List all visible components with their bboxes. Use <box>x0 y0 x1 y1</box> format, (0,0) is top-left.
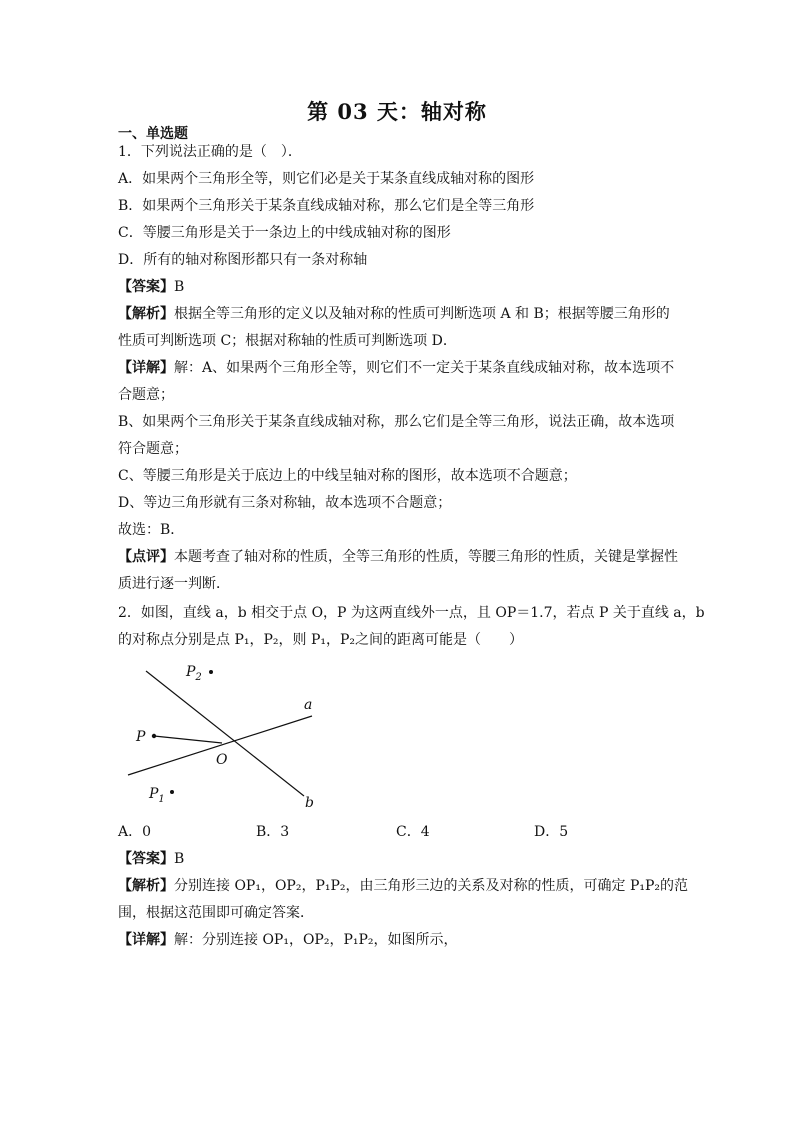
label-p1-sub: 1 <box>158 794 165 805</box>
detail-text: 解：分别连接 OP₁，OP₂，P₁P₂，如图所示， <box>174 932 458 948</box>
q1-comment-line-2: 质进行逐一判断． <box>118 576 230 592</box>
label-o: O <box>216 752 228 768</box>
answer-value: B <box>174 851 185 867</box>
q2-choice-c: C．4 <box>396 824 430 840</box>
label-p1-main: P <box>149 786 159 802</box>
point-p2 <box>209 670 213 674</box>
answer-tag: 【答案】 <box>118 279 174 295</box>
q2-stem-line-1: 2．如图，直线 a，b 相交于点 O，P 为这两直线外一点，且 OP＝1.7，若点 P 关于直线 a，b <box>118 605 705 621</box>
line-b <box>146 671 304 796</box>
detail-tag: 【详解】 <box>118 932 174 948</box>
q1-detail-line-5: C、等腰三角形是关于底边上的中线呈轴对称的图形，故本选项不合题意； <box>118 468 577 484</box>
q1-option-c: C．等腰三角形是关于一条边上的中线成轴对称的图形 <box>118 225 451 241</box>
analysis-text: 根据全等三角形的定义以及轴对称的性质可判断选项 A 和 B；根据等腰三角形的 <box>174 306 670 322</box>
label-b: b <box>305 795 314 811</box>
q1-analysis-line-1 <box>118 304 688 324</box>
q1-comment-line-1 <box>118 547 688 567</box>
comment-tag: 【点评】 <box>118 549 174 565</box>
point-p <box>152 734 156 738</box>
q1-stem: 1．下列说法正确的是（ ）． <box>118 144 302 160</box>
q2-choice-d: D．5 <box>534 824 569 840</box>
label-p2-sub: 2 <box>195 672 202 683</box>
answer-value: B <box>174 279 185 295</box>
label-p: P <box>136 729 146 745</box>
q1-detail-line-3: B、如果两个三角形关于某条直线成轴对称，那么它们是全等三角形，说法正确，故本选项 <box>118 414 675 430</box>
label-p2-main: P <box>186 664 196 680</box>
q1-option-d: D．所有的轴对称图形都只有一条对称轴 <box>118 252 368 268</box>
q2-answer <box>118 849 688 869</box>
q1-answer <box>118 277 688 297</box>
q1-detail-line-7: 故选：B． <box>118 522 185 538</box>
q1-detail-line-6: D、等边三角形就有三条对称轴，故本选项不合题意； <box>118 495 452 511</box>
segment-op <box>154 736 222 743</box>
q2-stem-line-2: 的对称点分别是点 P₁，P₂，则 P₁，P₂之间的距离可能是（ ） <box>118 632 524 648</box>
q2-choice-a: A．0 <box>118 824 152 840</box>
section-heading: 一、单选题 <box>118 126 188 142</box>
detail-tag: 【详解】 <box>118 360 174 376</box>
q2-analysis-line-2: 围，根据这范围即可确定答案． <box>118 905 314 921</box>
label-p1 <box>148 786 165 805</box>
q1-detail-line-4: 符合题意； <box>118 441 188 457</box>
comment-text: 本题考查了轴对称的性质，全等三角形的性质，等腰三角形的性质，关键是掌握性 <box>174 549 678 565</box>
q2-choice-b: B．3 <box>256 824 290 840</box>
q1-detail-line-2: 合题意； <box>118 387 174 403</box>
q2-analysis-line-1 <box>118 876 688 896</box>
label-p2 <box>185 664 202 683</box>
detail-text: 解：A、如果两个三角形全等，则它们不一定关于某条直线成轴对称，故本选项不 <box>174 360 675 376</box>
point-p1 <box>170 790 174 794</box>
answer-tag: 【答案】 <box>118 851 174 867</box>
analysis-tag: 【解析】 <box>118 878 174 894</box>
q1-option-a: A．如果两个三角形全等，则它们必是关于某条直线成轴对称的图形 <box>118 171 535 187</box>
q2-detail-line-1 <box>118 930 688 950</box>
q1-analysis-line-2: 性质可判断选项 C；根据对称轴的性质可判断选项 D． <box>118 333 457 349</box>
geometry-figure <box>118 656 348 818</box>
q1-option-b: B．如果两个三角形关于某条直线成轴对称，那么它们是全等三角形 <box>118 198 535 214</box>
analysis-text: 分别连接 OP₁，OP₂，P₁P₂，由三角形三边的关系及对称的性质，可确定 P₁P₂的范 <box>174 878 689 894</box>
label-a: a <box>304 697 313 713</box>
q1-detail-line-1 <box>118 358 688 378</box>
analysis-tag: 【解析】 <box>118 306 174 322</box>
page-title: 第 03 天：轴对称 <box>307 99 487 124</box>
